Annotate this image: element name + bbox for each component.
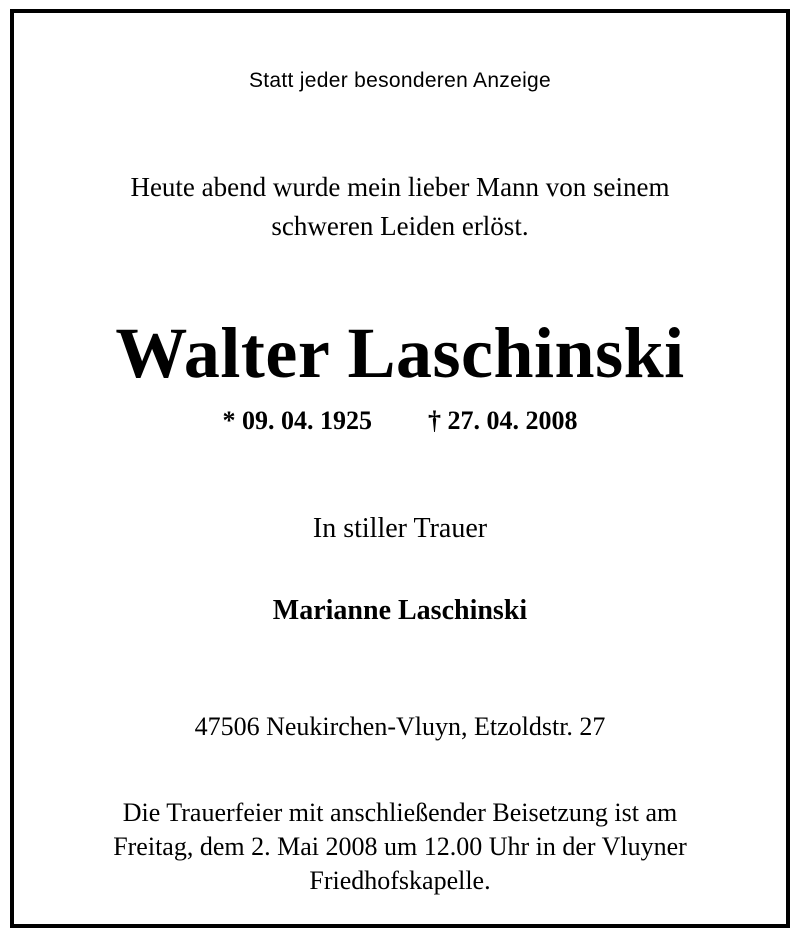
intro-line-2: schweren Leiden erlöst. — [271, 211, 529, 241]
deceased-name: Walter Laschinski — [115, 313, 685, 393]
intro-line-1: Heute abend wurde mein lieber Mann von seinem — [130, 172, 670, 202]
death-date: † 27. 04. 2008 — [428, 406, 578, 435]
funeral-line-2: Freitag, dem 2. Mai 2008 um 12.00 Uhr in der Vluyner — [113, 832, 687, 861]
mourning-phrase: In stiller Trauer — [312, 513, 488, 544]
signatory-name: Marianne Laschinski — [272, 595, 528, 626]
funeral-line-1: Die Trauerfeier mit anschließender Beisetzung ist am — [122, 798, 678, 827]
life-dates — [14, 404, 786, 438]
obituary-notice — [10, 9, 790, 928]
birth-date: * 09. 04. 1925 — [222, 406, 372, 435]
notice-header: Statt jeder besonderen Anzeige — [248, 69, 552, 92]
address-line: 47506 Neukirchen-Vluyn, Etzoldstr. 27 — [194, 712, 606, 741]
funeral-line-3: Friedhofskapelle. — [309, 866, 491, 895]
